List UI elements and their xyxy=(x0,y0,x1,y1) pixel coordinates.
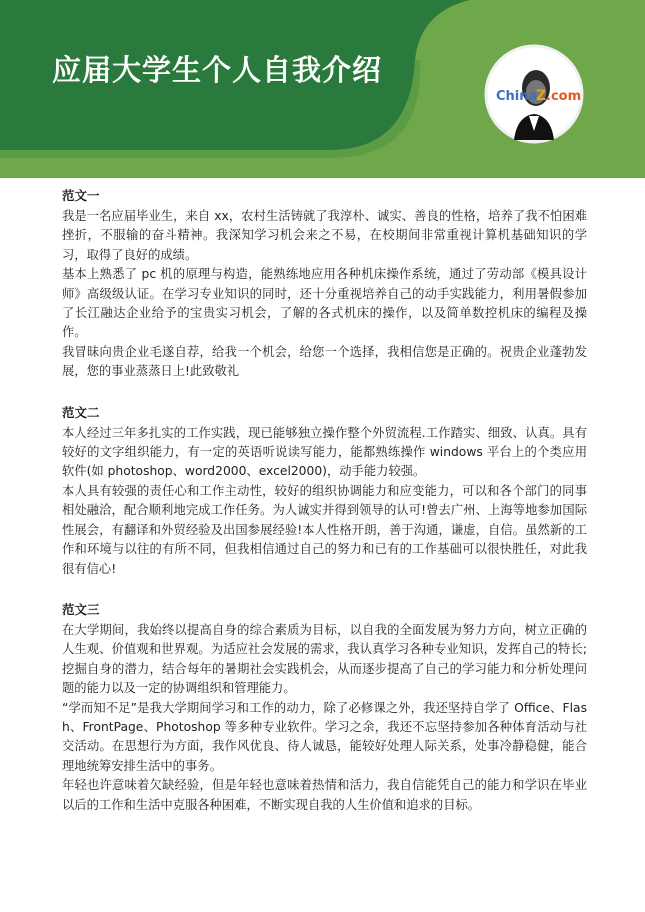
paragraph: 本人经过三年多扎实的工作实践，现已能够独立操作整个外贸流程.工作踏实、细致、认真。具有较好的文字组织能力，有一定的英语听说读写能力，能都熟练操作 windows 平台上的个类应用软件(如 photoshop、word2000、excel2000)，动手能力较强。 xyxy=(62,425,587,479)
section-title: 范文三 xyxy=(62,601,100,617)
logo-accent: Z xyxy=(536,88,547,104)
paragraph: 年轻也许意味着欠缺经验，但是年轻也意味着热情和活力，我自信能凭自己的能力和学识在毕业以后的工作和生活中克服各种困难，不断实现自我的人生价值和追求的目标。 xyxy=(62,778,587,812)
paragraph: 我冒昧向贵企业毛遂自荐，给我一个机会，给您一个选择，我相信您是正确的。祝贵企业蓬勃发展，您的事业蒸蒸日上!此致敬礼 xyxy=(62,344,587,379)
paragraph: “学而知不足”是我大学期间学习和工作的动力，除了必修课之外，我还坚持自学了 Office、Flash、FrontPage、Photoshop 等多种专业软件。学习之余，我还不忘坚持参加各种体育活动与社交活动。在思想行为方面，我作风优良、待人诚恳，能较好处理人际关系，处事冷静稳健，能合理地统筹安排生活中的事务。 xyxy=(62,700,587,773)
section-2 xyxy=(62,404,587,579)
page-title: 应届大学生个人自我介绍 xyxy=(52,53,383,87)
paragraph: 我是一名应届毕业生，来自 xx，农村生活铸就了我淳朴、诚实、善良的性格，培养了我不怕困难挫折，不服输的奋斗精神。我深知学习机会来之不易，在校期间非常重视计算机基础知识的学习，取得了良好的成绩。 xyxy=(62,209,587,262)
logo-text: China xyxy=(496,89,538,104)
logo-suffix: .com xyxy=(546,89,582,104)
avatar xyxy=(484,36,584,152)
paragraph: 基本上熟悉了 pc 机的原理与构造，能熟练地应用各种机床操作系统，通过了劳动部《模具设计师》高级级认证。在学习专业知识的同时，还十分重视培养自己的动手实践能力，利用暑假参加了长江融达企业给予的宝贵实习机会，了解的各式机床的操作，以及简单数控机床的编程及操作。 xyxy=(62,267,587,340)
section-1 xyxy=(62,187,587,382)
paragraph: 本人具有较强的责任心和工作主动性，较好的组织协调能力和应变能力，可以和各个部门的同事相处融洽，配合顺利地完成工作任务。为人诚实并得到领导的认可!曾去广州、上海等地参加国际性展会，有翻译和外贸经验及出国参展经验!本人性格开朗，善于沟通，谦虚，自信。虽然新的工作和环境与以往的有所不同，但我相信通过自己的努力和已有的工作基础可以很快胜任，对此我很有信心! xyxy=(62,483,587,576)
paragraph: 在大学期间，我始终以提高自身的综合素质为目标，以自我的全面发展为努力方向，树立正确的人生观、价值观和世界观。为适应社会发展的需求，我认真学习各种专业知识，发挥自己的特长;挖掘自身的潜力，结合每年的暑期社会实践机会，从而逐步提高了自己的学习能力和分析处理问题的能力以及一定的协调组织和管理能力。 xyxy=(62,622,587,696)
section-title: 范文二 xyxy=(62,404,100,420)
section-title: 范文一 xyxy=(62,188,100,203)
portrait-icon xyxy=(484,36,584,152)
section-3 xyxy=(62,601,587,815)
document-body xyxy=(62,187,587,837)
